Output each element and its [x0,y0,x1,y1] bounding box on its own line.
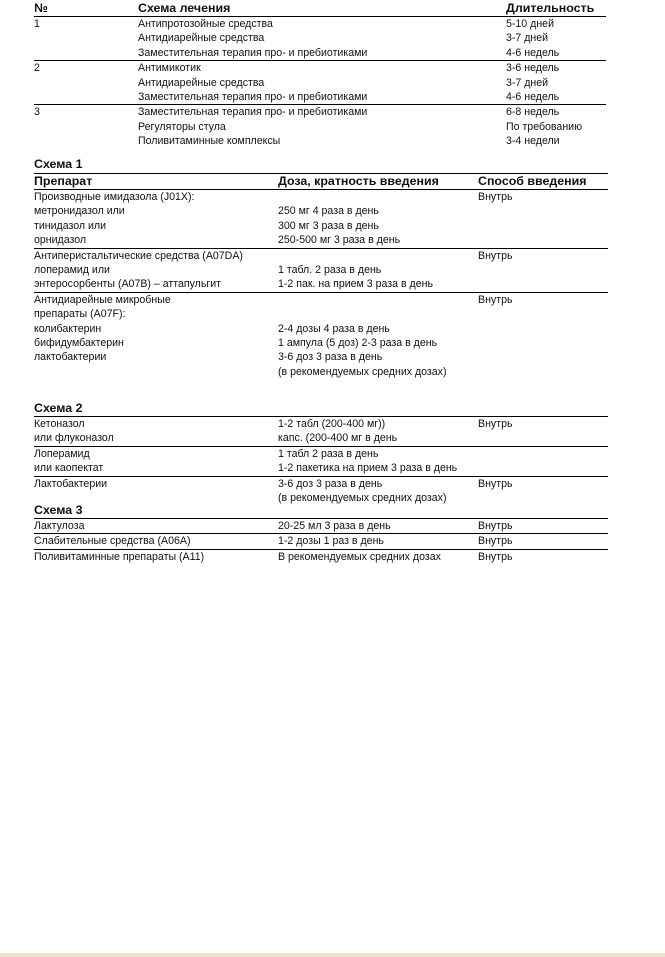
schema-2-title: Схема 2 [34,401,83,415]
scheme-durations [506,61,606,105]
list-item: Поливитаминные комплексы [138,135,281,148]
table-row [34,17,606,61]
dose-line: 1-2 пакетика на прием 3 раза в день [278,462,458,475]
scheme-number: 2 [34,61,138,105]
drug-line: Кетоназол [34,418,85,430]
dose-line: 1 табл. 2 раза в день [278,264,382,277]
duration-value: 4-6 недель [506,46,560,59]
drug-cell [34,446,278,476]
scheme-durations [506,105,606,149]
table-row [34,446,608,476]
schema-3-table [34,518,608,564]
drug-line: энтеросорбенты (A07B) – аттапульгит [34,278,221,291]
route-cell: Внутрь [478,550,513,563]
dose-cell [278,292,478,379]
route-cell: Внутрь [478,534,608,549]
drug-line: Лоперамид [34,447,90,460]
drug-line: лоперамид или [34,264,110,277]
drug-cell [34,417,278,447]
schema-3-title: Схема 3 [34,503,83,517]
route-cell: Внутрь [478,477,513,490]
column-header-route: Способ введения [478,174,608,190]
table-row [34,292,608,379]
table-header-row [34,1,606,17]
dose-line: 1-2 табл (200-400 мг)) [278,418,386,430]
dose-cell [278,476,478,505]
duration-value: 5-10 дней [506,18,554,30]
column-header-drug: Препарат [34,174,278,190]
schema-1-table [34,173,608,379]
drug-line: лактобактерии [34,351,107,364]
list-item: Антидиарейные средства [138,32,265,45]
duration-value: 3-4 недели [506,135,560,148]
dose-line: 1-2 пак. на прием 3 раза в день [278,278,433,291]
dose-cell [278,248,478,292]
drug-line: колибактерин [34,322,102,335]
table-row [34,105,606,149]
drug-cell [34,292,278,379]
duration-value: По требованию [506,120,583,133]
column-header-scheme: Схема лечения [138,1,506,17]
table-header-row [34,174,608,190]
drug-cell: Поливитаминные препараты (A11) [34,550,205,563]
scheme-items [138,61,506,105]
table-row [34,417,608,447]
table-row [34,476,608,505]
dose-line: 250-500 мг 3 раза в день [278,234,401,247]
dose-line: 2-4 дозы 4 раза в день [278,322,390,335]
drug-line: или каопектат [34,462,104,475]
list-item: Антидиарейные средства [138,76,265,89]
drug-line: бифидумбактерин [34,337,124,350]
dose-cell [278,446,478,476]
dose-cell: 1-2 дозы 1 раз в день [278,534,478,549]
drug-line: орнидазол [34,234,87,247]
route-cell [478,446,608,476]
dose-line: (в рекомендуемых средних дозах) [278,492,447,505]
dose-line [278,307,478,321]
dose-cell [278,417,478,447]
route-cell: Внутрь [478,519,608,534]
schema-1-title: Схема 1 [34,157,83,171]
dose-line: 3-6 доз 3 раза в день [278,351,383,364]
drug-cell: Лактулоза [34,519,278,534]
route-cell: Внутрь [478,248,608,292]
table-row [34,519,608,534]
page-bottom-edge [0,953,665,957]
list-item: Заместительная терапия про- и пребиотиками [138,106,368,119]
table-row [34,248,608,292]
drug-line: препараты (A07F): [34,308,126,321]
drug-cell [34,248,278,292]
list-item: Антимикотик [138,62,201,75]
table-row [34,190,608,249]
table-row [34,534,608,549]
drug-line: Лактобактерии [34,477,108,490]
route-cell: Внутрь [478,417,608,447]
list-item: Регуляторы стула [138,120,226,133]
dose-line: 250 мг 4 раза в день [278,205,379,218]
drug-line: тинидазол или [34,219,107,232]
route-cell: Внутрь [478,293,513,306]
dose-line: капс. (200-400 мг в день [278,432,398,445]
drug-line: метронидазол или [34,205,125,218]
drug-cell [34,190,278,249]
dose-cell: В рекомендуемых средних дозах [278,550,441,563]
drug-line: Антидиарейные микробные [34,293,171,306]
column-header-number: № [34,1,138,17]
table-row [34,61,606,105]
scheme-durations [506,17,606,61]
duration-value: 3-6 недель [506,62,560,75]
duration-value: 3-7 дней [506,76,549,89]
list-item: Заместительная терапия про- и пребиотиками [138,46,368,59]
route-cell: Внутрь [478,190,608,249]
dose-line: 1 табл 2 раза в день [278,447,379,460]
drug-line: Антиперистальтические средства (A07DA) [34,249,243,262]
column-header-duration: Длительность [506,1,606,17]
dose-line: 300 мг 3 раза в день [278,219,379,232]
dose-cell: 20-25 мл 3 раза в день [278,519,478,534]
table-row [34,549,608,564]
dose-line [278,293,478,307]
duration-value: 4-6 недель [506,91,560,104]
dose-line: 3-6 доз 3 раза в день [278,477,383,490]
dose-line [278,249,478,263]
dose-line: (в рекомендуемых средних дозах) [278,365,447,378]
column-header-dose: Доза, кратность введения [278,174,478,190]
scheme-number: 1 [34,17,138,61]
scheme-items [138,17,506,61]
treatment-overview-table [34,1,606,149]
duration-value: 6-8 недель [506,106,560,119]
drug-cell: Слабительные средства (A06A) [34,534,278,549]
drug-cell [34,476,278,505]
schema-2-table [34,416,608,505]
dose-line [278,190,478,204]
scheme-number: 3 [34,106,40,119]
dose-line: 1 ампула (5 доз) 2-3 раза в день [278,337,438,350]
list-item: Антипротозойные средства [138,18,273,30]
duration-value: 3-7 дней [506,32,549,45]
list-item: Заместительная терапия про- и пребиотиками [138,91,368,104]
drug-line: или флуконазол [34,432,114,445]
drug-line: Производные имидазола (J01X): [34,191,195,203]
dose-cell [278,190,478,249]
scheme-items [138,105,506,149]
